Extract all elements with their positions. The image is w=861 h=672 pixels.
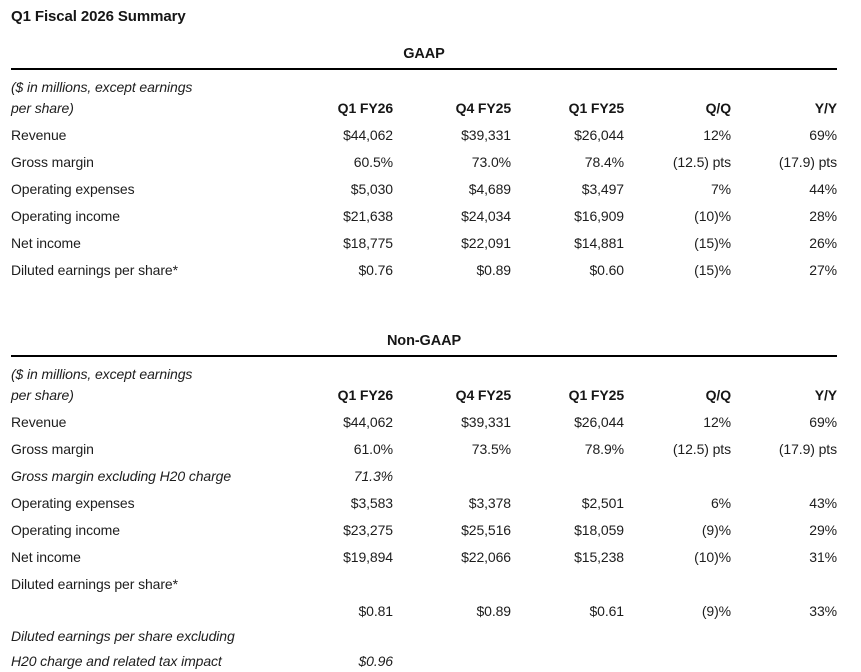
row-value: $26,044 [574, 414, 624, 430]
row-value: 12% [703, 127, 731, 143]
row-value: (17.9) pts [778, 154, 837, 170]
column-header: Q1 FY26 [337, 387, 393, 403]
row-value: $0.96 [358, 653, 393, 669]
non-gaap-table-title: Non-GAAP [11, 333, 837, 357]
column-header: Q/Q [705, 387, 731, 403]
row-value: 69% [809, 127, 837, 143]
row-value: $5,030 [350, 181, 393, 197]
row-value: $0.89 [476, 262, 511, 278]
row-value: 73.0% [471, 154, 511, 170]
header-row [11, 357, 837, 406]
row-value: $15,238 [574, 549, 624, 565]
row-label: Operating income [11, 208, 120, 224]
column-header: Q4 FY25 [455, 100, 511, 116]
column-header: Q1 FY25 [568, 387, 624, 403]
row-value: $21,638 [343, 208, 393, 224]
row-value: $26,044 [574, 127, 624, 143]
row-label: Operating income [11, 522, 120, 538]
table-row [11, 435, 837, 462]
row-label: Gross margin [11, 154, 94, 170]
table-row [11, 543, 837, 570]
row-value: 33% [809, 603, 837, 619]
column-header: Q/Q [705, 100, 731, 116]
row-value: $22,091 [461, 235, 511, 251]
row-value [393, 624, 511, 672]
row-value: (15)% [694, 235, 731, 251]
row-value: $0.81 [358, 603, 393, 619]
table-row [11, 406, 837, 435]
table-row [11, 148, 837, 175]
row-value: $0.60 [589, 262, 624, 278]
row-value: (12.5) pts [672, 441, 731, 457]
row-value: $24,034 [461, 208, 511, 224]
row-label: Revenue [11, 414, 67, 430]
row-value: $0.89 [476, 603, 511, 619]
column-header: Y/Y [814, 100, 837, 116]
row-value: 61.0% [353, 441, 393, 457]
row-value: (10)% [694, 549, 731, 565]
row-label: Revenue [11, 127, 67, 143]
row-value: 78.9% [584, 441, 624, 457]
column-header: Q1 FY26 [337, 100, 393, 116]
row-value: $3,583 [350, 495, 393, 511]
row-value: $23,275 [343, 522, 393, 538]
row-label: Operating expenses [11, 495, 135, 511]
row-value: 12% [703, 414, 731, 430]
row-value: 73.5% [471, 441, 511, 457]
row-label: Diluted earnings per share excluding H20 charge and related tax impact [11, 628, 235, 669]
table-row [11, 256, 837, 283]
column-header: Q4 FY25 [455, 387, 511, 403]
row-value: $18,059 [574, 522, 624, 538]
row-label: Gross margin [11, 441, 94, 457]
gaap-table [11, 70, 837, 283]
row-value: 44% [809, 181, 837, 197]
row-value: $39,331 [461, 127, 511, 143]
units-note: ($ in millions, except earnings per share) [11, 366, 193, 403]
row-label: Operating expenses [11, 181, 135, 197]
table-row [11, 489, 837, 516]
row-value: (15)% [694, 262, 731, 278]
gaap-section [11, 46, 837, 283]
table-row [11, 516, 837, 543]
row-value: $22,066 [461, 549, 511, 565]
non-gaap-section [11, 333, 837, 672]
row-value: $14,881 [574, 235, 624, 251]
row-label: Gross margin excluding H20 charge [11, 468, 232, 484]
row-value: $25,516 [461, 522, 511, 538]
header-row [11, 70, 837, 119]
row-label [11, 597, 251, 624]
row-value: $44,062 [343, 127, 393, 143]
row-value: (17.9) pts [778, 441, 837, 457]
row-value [251, 570, 393, 597]
row-value: 71.3% [353, 468, 393, 484]
row-value [511, 462, 624, 489]
table-row [11, 462, 837, 489]
table-row [11, 202, 837, 229]
row-value: 27% [809, 262, 837, 278]
row-value: $39,331 [461, 414, 511, 430]
row-label: Net income [11, 235, 81, 251]
table-row [11, 119, 837, 148]
row-value [511, 624, 624, 672]
table-row [11, 229, 837, 256]
row-value [393, 462, 511, 489]
row-value [393, 570, 511, 597]
column-header: Y/Y [814, 387, 837, 403]
row-value [624, 570, 731, 597]
row-label: Diluted earnings per share* [11, 262, 178, 278]
row-value: 31% [809, 549, 837, 565]
row-value: 69% [809, 414, 837, 430]
row-value: (9)% [701, 522, 731, 538]
row-value: 60.5% [353, 154, 393, 170]
row-value: $18,775 [343, 235, 393, 251]
row-value: $3,378 [468, 495, 511, 511]
row-value: $0.61 [589, 603, 624, 619]
row-value: $2,501 [581, 495, 624, 511]
column-header: Q1 FY25 [568, 100, 624, 116]
row-label: Diluted earnings per share* [11, 576, 178, 592]
row-value: $16,909 [574, 208, 624, 224]
row-value [511, 570, 624, 597]
row-value: $3,497 [581, 181, 624, 197]
units-note: ($ in millions, except earnings per share) [11, 79, 193, 116]
row-value: 6% [710, 495, 731, 511]
row-value: $4,689 [468, 181, 511, 197]
row-value: 7% [710, 181, 731, 197]
row-value: 78.4% [584, 154, 624, 170]
table-row [11, 175, 837, 202]
gaap-table-title: GAAP [11, 46, 837, 70]
row-label: Net income [11, 549, 81, 565]
row-value: 43% [809, 495, 837, 511]
row-value [731, 624, 837, 672]
row-value [624, 624, 731, 672]
row-value: 29% [809, 522, 837, 538]
non-gaap-table [11, 357, 837, 672]
row-value [731, 462, 837, 489]
row-value: (9)% [701, 603, 731, 619]
row-value: $19,894 [343, 549, 393, 565]
table-row [11, 624, 837, 672]
page-title: Q1 Fiscal 2026 Summary [11, 8, 186, 25]
row-value [624, 462, 731, 489]
row-value: 26% [809, 235, 837, 251]
row-value: $44,062 [343, 414, 393, 430]
row-value: (12.5) pts [672, 154, 731, 170]
row-value: $0.76 [358, 262, 393, 278]
row-value [731, 570, 837, 597]
table-row [11, 570, 837, 597]
table-row [11, 597, 837, 624]
row-value: (10)% [694, 208, 731, 224]
row-value: 28% [809, 208, 837, 224]
